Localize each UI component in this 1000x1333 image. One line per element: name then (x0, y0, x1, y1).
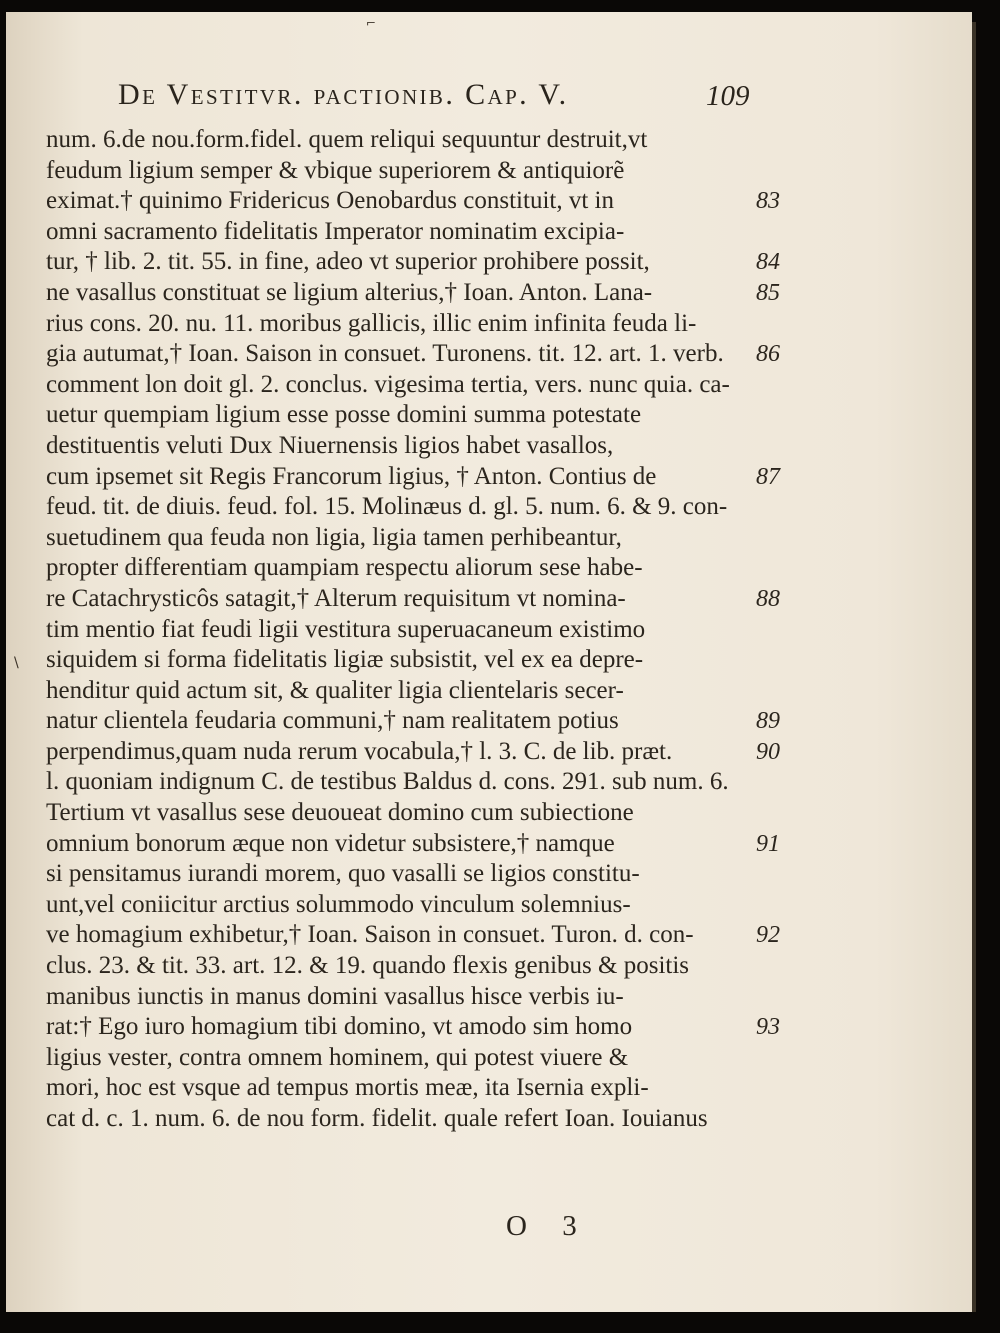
marginal-note-number: 93 (756, 1014, 780, 1041)
line-text: si pensitamus iurandi morem, quo vasalli se ligios constitu- (46, 860, 640, 888)
text-line (46, 615, 792, 646)
text-line (46, 1104, 792, 1135)
line-text: ne vasallus constituat se ligium alterius,† Ioan. Anton. Lana- (46, 278, 653, 306)
line-text: propter differentiam quampiam respectu aliorum sese habe- (46, 554, 643, 582)
marginal-note-number: 86 (756, 341, 780, 368)
running-head-title: De Vestitvr. pactionib. Cap. V. (118, 78, 569, 111)
line-text: mori, hoc est vsque ad tempus mortis meæ, ita Isernia expli- (46, 1074, 649, 1102)
line-text: eximat.† quinimo Fridericus Oenobardus constituit, vt in (46, 187, 614, 215)
line-text: cat d. c. 1. num. 6. de nou form. fidelit. quale refert Ioan. Iouianus (46, 1105, 708, 1132)
line-text: suetudinem qua feuda non ligia, ligia tamen perhibeantur, (46, 523, 622, 551)
margin-stray-mark: \ (14, 655, 19, 671)
text-line (46, 767, 792, 798)
line-text: siquidem si forma fidelitatis ligiæ subsistit, vel ex ea depre- (46, 646, 644, 674)
line-text: re Catachrysticôs satagit,† Alterum requisitum vt nomina- (46, 584, 626, 612)
text-line (46, 247, 792, 278)
line-text: perpendimus,quam nuda rerum vocabula,† l. 3. C. de lib. præt. (46, 737, 673, 765)
line-text: natur clientela feudaria communi,† nam realitatem potius (46, 707, 619, 735)
marginal-note-number: 92 (756, 922, 780, 949)
line-text: omnium bonorum æque non videtur subsistere,† namque (46, 829, 615, 857)
line-text: tur, † lib. 2. tit. 55. in fine, adeo vt superior prohibere possit, (46, 248, 650, 276)
head-mark: ⌐ (366, 16, 377, 30)
line-text: cum ipsemet sit Regis Francorum ligius, † Anton. Contius de (46, 462, 657, 490)
text-line (46, 1043, 792, 1074)
line-text: l. quoniam indignum C. de testibus Baldus d. cons. 291. sub num. 6. (46, 768, 729, 796)
text-line (46, 523, 792, 554)
text-block (46, 125, 792, 1135)
marginal-note-number: 84 (756, 249, 780, 276)
text-line (46, 890, 792, 921)
line-text: rius cons. 20. nu. 11. moribus gallicis, illic enim infinita feuda li- (46, 309, 697, 337)
text-line (46, 553, 792, 584)
line-text: destituentis veluti Dux Niuernensis ligios habet vasallos, (46, 431, 614, 459)
text-line (46, 645, 792, 676)
line-text: feud. tit. de diuis. feud. fol. 15. Molinæus d. gl. 5. num. 6. & 9. con- (46, 493, 728, 521)
line-text: ve homagium exhibetur,† Ioan. Saison in consuet. Turon. d. con- (46, 921, 694, 949)
text-line (46, 156, 792, 187)
text-line (46, 706, 792, 737)
text-line (46, 309, 792, 340)
text-line (46, 370, 792, 401)
text-line (46, 676, 792, 707)
text-line (46, 492, 792, 523)
marginal-note-number: 88 (756, 585, 780, 612)
line-text: clus. 23. & tit. 33. art. 12. & 19. quando flexis genibus & positis (46, 952, 690, 980)
line-text: feudum ligium semper & vbique superiorem & antiquiorẽ (46, 156, 625, 184)
line-text: Tertium vt vasallus sese deuoueat domino cum subiectione (46, 799, 634, 827)
line-text: rat:† Ego iuro homagium tibi domino, vt amodo sim homo (46, 1013, 633, 1041)
line-text: uetur quempiam ligium esse posse domini summa potestate (46, 401, 642, 429)
text-line (46, 217, 792, 248)
line-text: omni sacramento fidelitatis Imperator nominatim excipia- (46, 217, 625, 245)
text-line (46, 859, 792, 890)
running-head (118, 78, 778, 118)
marginal-note-number: 87 (756, 463, 780, 490)
marginal-note-number: 91 (756, 830, 780, 857)
line-text: ligius vester, contra omnem hominem, qui potest viuere & (46, 1043, 629, 1071)
page-edge (972, 22, 976, 1312)
line-text: henditur quid actum sit, & qualiter ligia clientelaris secer- (46, 676, 624, 704)
line-text: gia autumat,† Ioan. Saison in consuet. Turonens. tit. 12. art. 1. verb. (46, 340, 724, 368)
text-line (46, 584, 792, 615)
marginal-note-number: 89 (756, 708, 780, 735)
line-text: tim mentio fiat feudi ligii vestitura superuacaneum existimo (46, 615, 646, 643)
text-line (46, 951, 792, 982)
text-line (46, 339, 792, 370)
marginal-note-number: 85 (756, 279, 780, 306)
line-text: unt,vel coniicitur arctius solummodo vinculum solemnius- (46, 890, 631, 918)
text-line (46, 798, 792, 829)
line-text: manibus iunctis in manus domini vasallus hisce verbis iu- (46, 982, 624, 1010)
text-line (46, 186, 792, 217)
text-line (46, 920, 792, 951)
text-line (46, 462, 792, 493)
text-line (46, 1073, 792, 1104)
marginal-note-number: 83 (756, 188, 780, 215)
line-text: num. 6.de nou.form.fidel. quem reliqui sequuntur destruit,vt (46, 126, 648, 153)
text-line (46, 125, 792, 156)
text-line (46, 982, 792, 1013)
text-line (46, 737, 792, 768)
text-line (46, 829, 792, 860)
text-line (46, 278, 792, 309)
text-line (46, 400, 792, 431)
line-text: comment lon doit gl. 2. conclus. vigesima tertia, vers. nunc quia. ca- (46, 370, 730, 398)
page-number: 109 (706, 80, 750, 112)
text-line (46, 431, 792, 462)
text-line (46, 1012, 792, 1043)
signature-mark: O 3 (506, 1210, 591, 1242)
marginal-note-number: 90 (756, 738, 780, 765)
